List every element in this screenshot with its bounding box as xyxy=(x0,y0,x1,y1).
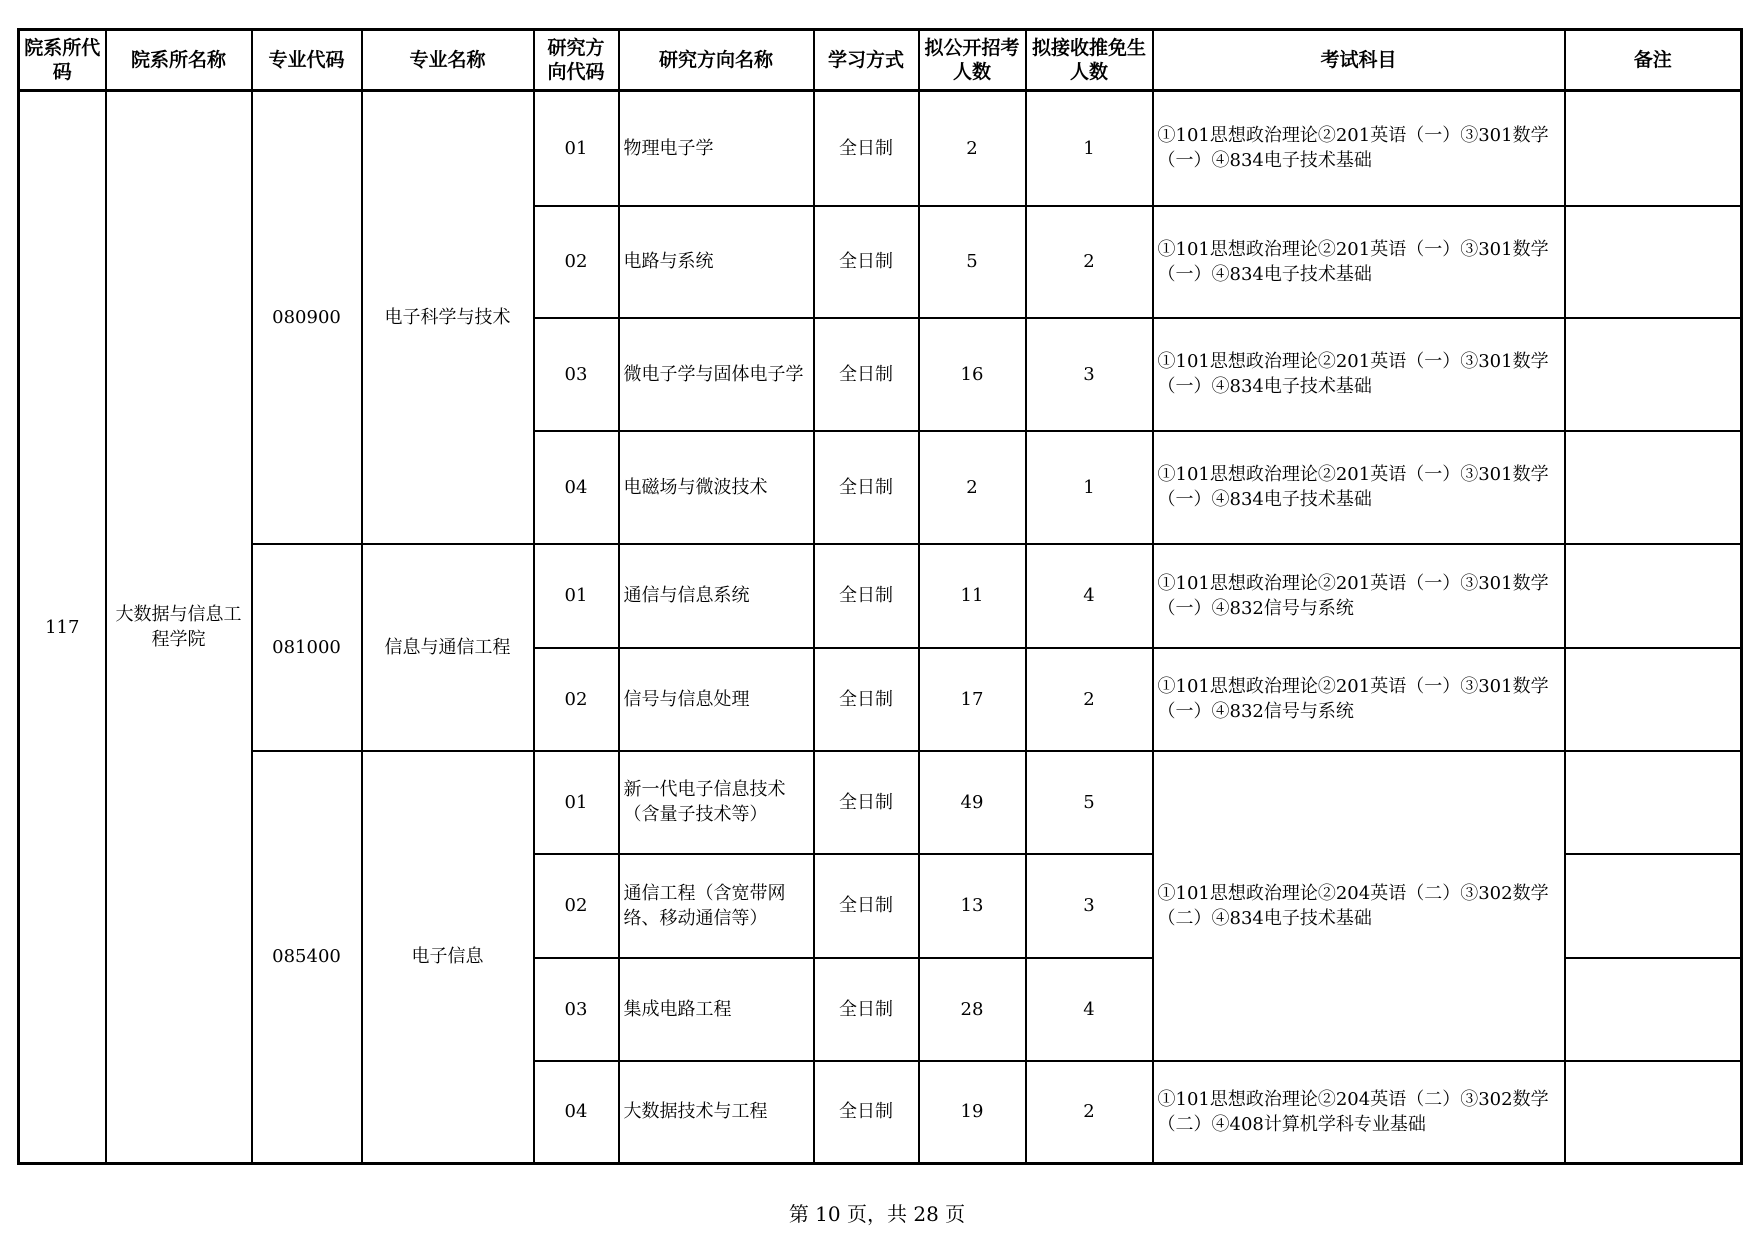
direction-code: 02 xyxy=(534,648,619,751)
open-count: 28 xyxy=(919,958,1026,1061)
exam-subjects: ①101思想政治理论②201英语（一）③301数学（一）④834电子技术基础 xyxy=(1153,318,1565,431)
notes xyxy=(1565,431,1742,544)
header-exempt-count: 拟接收推免生人数 xyxy=(1026,30,1153,91)
exam-subjects: ①101思想政治理论②201英语（一）③301数学（一）④834电子技术基础 xyxy=(1153,91,1565,206)
exempt-count: 4 xyxy=(1026,958,1153,1061)
open-count: 2 xyxy=(919,91,1026,206)
header-direction-name: 研究方向名称 xyxy=(619,30,814,91)
notes xyxy=(1565,91,1742,206)
exempt-count: 2 xyxy=(1026,648,1153,751)
exempt-count: 1 xyxy=(1026,91,1153,206)
exam-subjects: ①101思想政治理论②201英语（一）③301数学（一）④832信号与系统 xyxy=(1153,544,1565,648)
notes xyxy=(1565,648,1742,751)
exam-subjects: ①101思想政治理论②201英语（一）③301数学（一）④834电子技术基础 xyxy=(1153,206,1565,318)
major-name: 电子信息 xyxy=(362,751,534,1164)
exempt-count: 2 xyxy=(1026,1061,1153,1164)
exempt-count: 4 xyxy=(1026,544,1153,648)
direction-code: 02 xyxy=(534,206,619,318)
study-mode: 全日制 xyxy=(814,751,919,854)
header-direction-code: 研究方向代码 xyxy=(534,30,619,91)
direction-code: 01 xyxy=(534,544,619,648)
table-row xyxy=(19,751,1742,854)
notes xyxy=(1565,206,1742,318)
major-code: 081000 xyxy=(252,544,362,751)
page-footer: 第 10 页，共 28 页 xyxy=(788,1202,966,1226)
study-mode: 全日制 xyxy=(814,318,919,431)
major-code: 080900 xyxy=(252,91,362,544)
header-study-mode: 学习方式 xyxy=(814,30,919,91)
table-row xyxy=(19,91,1742,206)
notes xyxy=(1565,751,1742,854)
major-name: 信息与通信工程 xyxy=(362,544,534,751)
enrollment-table xyxy=(17,28,1743,1165)
header-major-code: 专业代码 xyxy=(252,30,362,91)
direction-name: 通信工程（含宽带网络、移动通信等） xyxy=(619,854,814,958)
open-count: 19 xyxy=(919,1061,1026,1164)
study-mode: 全日制 xyxy=(814,544,919,648)
header-dept-code: 院系所代码 xyxy=(19,30,106,91)
open-count: 17 xyxy=(919,648,1026,751)
header-notes: 备注 xyxy=(1565,30,1742,91)
study-mode: 全日制 xyxy=(814,958,919,1061)
exam-subjects: ①101思想政治理论②204英语（二）③302数学（二）④834电子技术基础 xyxy=(1153,751,1565,1061)
direction-code: 04 xyxy=(534,1061,619,1164)
study-mode: 全日制 xyxy=(814,431,919,544)
notes xyxy=(1565,854,1742,958)
direction-name: 新一代电子信息技术（含量子技术等） xyxy=(619,751,814,854)
open-count: 13 xyxy=(919,854,1026,958)
direction-name: 电路与系统 xyxy=(619,206,814,318)
direction-code: 04 xyxy=(534,431,619,544)
header-major-name: 专业名称 xyxy=(362,30,534,91)
exempt-count: 3 xyxy=(1026,318,1153,431)
header-dept-name: 院系所名称 xyxy=(106,30,252,91)
exempt-count: 3 xyxy=(1026,854,1153,958)
open-count: 49 xyxy=(919,751,1026,854)
direction-name: 微电子学与固体电子学 xyxy=(619,318,814,431)
exam-subjects: ①101思想政治理论②204英语（二）③302数学（二）④408计算机学科专业基础 xyxy=(1153,1061,1565,1164)
direction-code: 01 xyxy=(534,91,619,206)
dept-name: 大数据与信息工程学院 xyxy=(106,91,252,1164)
exempt-count: 2 xyxy=(1026,206,1153,318)
study-mode: 全日制 xyxy=(814,206,919,318)
exempt-count: 1 xyxy=(1026,431,1153,544)
notes xyxy=(1565,318,1742,431)
direction-code: 02 xyxy=(534,854,619,958)
exam-subjects: ①101思想政治理论②201英语（一）③301数学（一）④832信号与系统 xyxy=(1153,648,1565,751)
open-count: 16 xyxy=(919,318,1026,431)
direction-name: 大数据技术与工程 xyxy=(619,1061,814,1164)
study-mode: 全日制 xyxy=(814,91,919,206)
table-row xyxy=(19,544,1742,648)
study-mode: 全日制 xyxy=(814,854,919,958)
dept-code: 117 xyxy=(19,91,106,1164)
direction-code: 03 xyxy=(534,958,619,1061)
direction-name: 电磁场与微波技术 xyxy=(619,431,814,544)
open-count: 5 xyxy=(919,206,1026,318)
notes xyxy=(1565,1061,1742,1164)
direction-name: 集成电路工程 xyxy=(619,958,814,1061)
direction-code: 03 xyxy=(534,318,619,431)
open-count: 2 xyxy=(919,431,1026,544)
open-count: 11 xyxy=(919,544,1026,648)
study-mode: 全日制 xyxy=(814,648,919,751)
header-open-count: 拟公开招考人数 xyxy=(919,30,1026,91)
direction-name: 物理电子学 xyxy=(619,91,814,206)
header-exam-subjects: 考试科目 xyxy=(1153,30,1565,91)
exam-subjects: ①101思想政治理论②201英语（一）③301数学（一）④834电子技术基础 xyxy=(1153,431,1565,544)
major-code: 085400 xyxy=(252,751,362,1164)
header-row xyxy=(19,30,1742,91)
notes xyxy=(1565,958,1742,1061)
direction-name: 通信与信息系统 xyxy=(619,544,814,648)
study-mode: 全日制 xyxy=(814,1061,919,1164)
major-name: 电子科学与技术 xyxy=(362,91,534,544)
exempt-count: 5 xyxy=(1026,751,1153,854)
notes xyxy=(1565,544,1742,648)
direction-code: 01 xyxy=(534,751,619,854)
direction-name: 信号与信息处理 xyxy=(619,648,814,751)
